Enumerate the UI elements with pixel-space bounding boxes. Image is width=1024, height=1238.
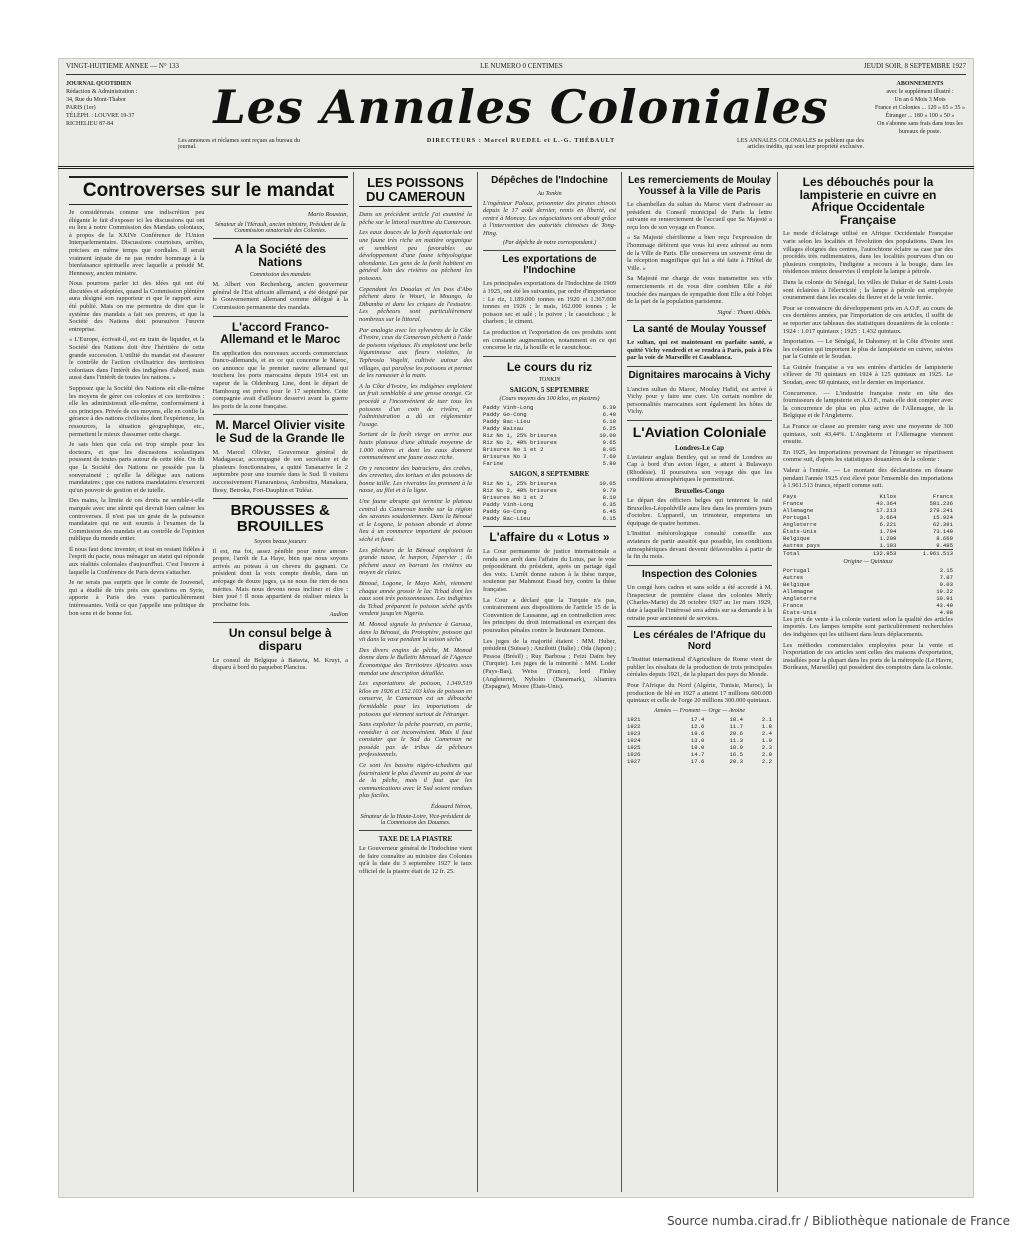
divider [483, 250, 616, 251]
column-indochine [478, 172, 622, 1192]
article-paragraph: Les prix de vente à la colonie varient selon la qualité des articles importés. Les lampes tempête sont particulièrement recherchées des indigènes qui les utilisent dans leurs déplacements. [783, 615, 953, 638]
divider [213, 316, 349, 317]
divider [213, 238, 349, 239]
article-paragraph: Le départ des officiers belges qui tenteront le raid Bruxelles-Léopoldville aura lieu dans les premiers jours d'octobre. L'appareil, un trimoteur, emportera un équipage de quatre hommes. [627, 496, 772, 527]
table-cell: 1927 [627, 757, 641, 765]
address-line: Rédaction & Administration : [66, 89, 138, 95]
table-cell: 9.70 [602, 487, 616, 495]
divider [627, 626, 772, 627]
table-cell: 8.669 [936, 534, 953, 542]
top-info-line [66, 62, 966, 75]
table-cell: 1922 [627, 722, 641, 730]
box-title-piastre: TAXE DE LA PIASTRE [378, 835, 453, 844]
article-paragraph: En application des nouveaux accords commerciaux franco-allemands, et en ce qui concerne le Maroc, on annonce que le premier navire allemand qui touchera les ports marocains depuis 1914 est un vapeur de la Oldenburg Line, dont le départ de Hambourg est prévu pour le 17 septembre. Cette compagnie avait d'ailleurs desservi avant la guerre les ports de la zone française. [212, 349, 348, 410]
table-cell: 279.241 [929, 506, 953, 514]
article-paragraph: Un congé hors cadres et sans solde a été accordé à M. l'inspecteur de première classe des colonies Merly (Charles-Marie) du 28 octobre 1927 au 1er mars 1929, date à laquelle l'intéressé sera admis sur sa demande à la retraite pour ancienneté de services. [627, 584, 772, 622]
table-cell: 15.924 [932, 513, 953, 521]
divider [627, 420, 772, 421]
table-cell: Paddy Bac-Lieu [483, 515, 530, 523]
article-paragraph: Nous pourrons parler ici des idées qui ont été discutées et adoptées, quand la Commission plénière aura désigné son rapporteur et que le rapport aura été publié. Mais on me permettra de dire que le système des mandats a fait ses preuves, et que la Société des Nations doit poursuivre l'œuvre entreprise. [69, 280, 205, 333]
table-cell: 17.6 [690, 757, 705, 765]
article-paragraph: L'Institut météorologique consulté conseille aux aviateurs de partir aussitôt que possible, les conditions atmosphériques devant devenir défavorables à partir de la fin du mois. [627, 530, 772, 561]
table-cell: 8.05 [602, 446, 616, 454]
table-cell: 10.05 [599, 480, 616, 488]
article-title-aviation: L'Aviation Coloniale [632, 423, 767, 440]
article-paragraph: En 1925, les importations provenant de l'étranger se répartissent comme suit, d'après les statistiques douanières de la colonie : [783, 448, 953, 464]
table-cell: 11.7 [729, 722, 743, 730]
table-cell: 1925 [627, 743, 641, 751]
riz-date: SAIGON, 8 SEPTEMBRE [509, 470, 590, 479]
table-row [627, 758, 772, 765]
address-line: 34, Rue du Mont-Thabor [66, 97, 126, 103]
article-subtitle: Commission des mandats [249, 272, 311, 279]
mandat-subcolumns [69, 209, 348, 675]
article-paragraph: Dans la colonie du Sénégal, les villes de Dakar et de Saint-Louis sont éclairées à l'électricité ; la lampe à pétrole est employée couramment dans les escales du fleuve et de la voie ferrée. [783, 278, 953, 302]
origin-table-head: Origine — Quintaux [843, 558, 893, 565]
article-paragraph: Sans exploiter la pêche pourrait, en partie, remédier à cet inconvénient. Mais il faut constater que le Sud du Cameroun ne possède pas de tribus de pêcheurs professionnels. [359, 721, 472, 759]
subscription-line: ABONNEMENTS [896, 81, 944, 87]
directors-line: DIRECTEURS : Marcel RUEDEL et L.-G. THÉBAULT [426, 138, 616, 144]
article-subheading: Bruxelles-Congo [674, 486, 725, 495]
table-cell: 18.9 [729, 743, 743, 751]
mandat-subcolumn-right [213, 209, 349, 675]
table-cell: France [783, 601, 804, 609]
article-title-youssef: Les remerciements de Moulay Youssef à la Ville de Paris [628, 175, 771, 197]
article-paragraph: A la Côte d'Ivoire, les indigènes emploient un fruit semblable à une grosse orange. Ce procédé a l'inconvénient de tuer tous les poissons d'un coin de rivière, et l'administration a dû en réglementer l'usage. [359, 382, 472, 428]
divider [483, 356, 616, 357]
article-signature: Audion [329, 611, 348, 619]
table-cell: Angleterre [783, 594, 817, 602]
divider [627, 366, 772, 367]
riz-place: TONKIN [538, 377, 561, 384]
article-title-brousses: BROUSSES & BROUILLES [230, 502, 330, 535]
table-cell: 2.2 [761, 757, 772, 765]
table-row [783, 542, 953, 550]
article-signature: Signé : Thami Abbès. [717, 308, 772, 316]
article-paragraph: Ce sont les bassins nigéro-tchadiens qui fourniraient le plus d'avenir au point de vue de la pêche, mais il faut que les communications avec le Sud soient rendues plus faciles. [359, 762, 472, 800]
article-paragraph: La Cour a déclaré que la Turquie n'a pas, contrairement aux dispositions de l'article 15 de la Convention de Lausanne, agi en contradiction avec les principes du droit international en exerçant des poursuites pénales contre le lieutenant Demons. [483, 596, 616, 634]
article-paragraph: Une faune abrupte qui termine le plateau central du Cameroun tombe sur la région des savanes soudaniennes. Dans la Bénoué et le Logone, le poisson abonde et donne lieu à un commerce important de poisson séché et fumé. [359, 498, 472, 544]
signature-note: Sénateur de la Haute-Loire, Vice-président de la Commission des Douanes. [360, 814, 471, 827]
article-title-olivier: M. Marcel Olivier visite le Sud de la Grande Ile [215, 418, 345, 446]
table-row [483, 425, 616, 432]
article-paragraph: « L'Europe, écrivait-il, est en train de liquider, et la Société des Nations doit être l'héritière de cette grande succession. L'utilité du mandat est d'assurer le contrôle de l'action civilisatrice des territoires coloniaux dans l'intérêt des indigènes d'abord, mais aussi dans l'intérêt de toutes les nations. » [69, 336, 205, 382]
divider [213, 414, 349, 415]
subscription-line: Étranger ... 180 » 100 » 50 » [885, 113, 955, 119]
table-cell: 2.1 [761, 715, 772, 723]
table-cell: 6.25 [602, 425, 616, 433]
table-row [483, 494, 616, 501]
table-cell: 7.87 [939, 573, 953, 581]
table-row [483, 501, 616, 508]
table-row [483, 411, 616, 418]
article-paragraph: Pour se convaincre du développement pris en A.O.F. au cours de ces dernières années, par l'importation de ces articles, il suffit de se reporter aux tableaux des statistiques douanières de la colonie : 1924 : 1.017 quintaux ; 1925 : 1.432 quintaux. [783, 304, 953, 335]
article-paragraph: Les méthodes commerciales employées pour la vente et l'exportation de ces articles sont celles des maisons d'exportation, installées pour la plupart dans les ports de la métropole (Le Havre, Bordeaux, Marseille) qui possèdent des comptoirs dans la colonie. [783, 641, 954, 672]
table-cell: 1.961.513 [922, 549, 953, 557]
article-paragraph: La France se classe au premier rang avec une moyenne de 300 quintaux, soit 43,44%. L'Angleterre et l'Allemagne viennent ensuite. [783, 423, 953, 446]
article-paragraph: Le sultan, qui est maintenant en parfaite santé, a quitté Vichy vendredi et se rendra à Paris, puis à Fès par la voie de Marseille et Casablanca. [627, 339, 772, 362]
riz-table-2 [483, 480, 616, 522]
table-cell: 19.0 [690, 743, 705, 751]
table-cell: 1.209 [879, 534, 897, 542]
article-paragraph: Les principales exportations de l'Indochine de 1909 à 1925, ont été les suivantes, par ordre d'importance : Le riz, 1.189.000 tonnes en 1920 et 1.367.000 tonnes en 1926 ; le maïs, 162.000 tonnes ; le poisson sec et salé ; le poivre ; le caoutchouc ; le charbon ; le ciment. [483, 280, 616, 326]
address-line: TÉLÉPH. : LOUVRE 19-37 [66, 113, 135, 119]
table-cell: 1.8 [761, 722, 772, 730]
article-title-poissons: LES POISSONS DU CAMEROUN [359, 176, 472, 207]
table-cell: 8.10 [602, 494, 616, 502]
article-paragraph: Cependant les Doualas et les Isos d'Abo pêchent dans le Wouri, le Moungo, la Dibamba et dans les criques de l'estuaire. Les pêcheurs sont particulièrement nombreux sur le littoral. [359, 285, 472, 323]
article-paragraph: Sortant de la forêt vierge on arrive aux hauts plateaux d'une altitude moyenne de 1.000 mètres et dont les eaux donnent communément une faune assez riche. [359, 431, 472, 462]
article-title-vichy: Dignitaires marocains à Vichy [628, 370, 771, 381]
table-cell: Paddy Go-Cong [483, 411, 527, 419]
table-row [627, 730, 772, 737]
table-header-row [783, 493, 953, 500]
article-paragraph: « Sa Majesté chérifienne a bien reçu l'expression de l'hommage déférent que vous lui avez adressé au nom de la Ville de Paris. Elle conservera un souvenir ému de la réception magnifique qui lui a été faite à l'Hôtel de Ville. » [627, 234, 772, 272]
divider [627, 320, 772, 321]
table-row [783, 574, 953, 581]
table-row [483, 446, 616, 453]
table-cell: 6.221 [879, 520, 897, 528]
article-paragraph: Il est, ma foi, assez pénible pour notre amour-propre, l'arrêt de La Haye, bien que nous soyons arrivés au poteau à un cheveu du gagnant. Ce président dont la voix compte double, dans un aréopage de douze juges, ça ne nous ôte rien de nos mérites. Mais nous devons nous incliner et dire : bien joué ! Il nous appartient de réaliser mieux la prochaine fois. [212, 547, 348, 608]
subscription-line: Un an 6 Mois 3 Mois [894, 97, 946, 103]
riz-table [483, 404, 616, 467]
table-cell: 3.15 [939, 566, 953, 574]
article-paragraph: Sa Majesté me charge de vous transmettre ses vifs remerciements et de vous dire combien Elle a été touchée des marques de sympathie dont Elle a été l'objet de la part de la population parisienne. [627, 275, 772, 306]
table-cell: Paddy Bac-Lieu [483, 418, 530, 426]
table-cell: 1923 [627, 729, 641, 737]
table-header: Francs [932, 492, 953, 500]
table-cell: 11.3 [729, 736, 743, 744]
article-paragraph: La production et l'exportation de ces produits sont en constante augmentation, notamment en ce qui concerne le riz, la houille et le caoutchouc. [483, 329, 616, 352]
table-cell: 132.853 [872, 549, 897, 557]
divider [627, 565, 772, 566]
table-row [783, 588, 953, 595]
newspaper-page [58, 58, 974, 1198]
table-row [627, 723, 772, 730]
table-cell: 6.40 [602, 411, 616, 419]
table-row [627, 716, 772, 723]
table-row [783, 500, 953, 507]
article-subtitle: Soyons beaux joueurs [254, 538, 307, 545]
table-row [627, 737, 772, 744]
table-row [783, 602, 953, 609]
table-cell: 4.98 [939, 608, 953, 616]
table-row [483, 439, 616, 446]
mandat-subcolumn-left [69, 209, 205, 675]
article-paragraph: L'ingénieur Paloux, prisonnier des pirates chinois depuis le 17 août dernier, remis en liberté, est rentré à Moncay. Les négociations ont abouti grâce à l'intervention des autorités chinoises de Tong-Hing. [483, 199, 616, 237]
masthead-subline [178, 138, 864, 150]
article-paragraph: Le Gouverneur général de l'Indochine vient de faire connaître au ministre des Colonies qu'à la date du 3 septembre 1927 le taux officiel de la piastre était de 12 fr. 25. [359, 845, 472, 875]
article-paragraph: Concurrence. — L'industrie française reste en tête des fournisseurs de lampisterie en A.O.F., mais elle doit compter avec la concurrence de plus en plus active de l'Allemagne, de la Belgique et de l'Angleterre. [783, 389, 953, 420]
table-cell: Angleterre [783, 520, 817, 528]
article-paragraph: Des divers engins de pêche, M. Monod donne dans le Bulletin Mensuel de l'Agence Économique des Territoires Africains sous mandat une description détaillée. [359, 646, 472, 677]
table-row [483, 404, 616, 411]
riz-head: (Cours moyens des 100 kilos, en piastres) [499, 396, 600, 403]
table-cell: 19.22 [936, 587, 953, 595]
masthead-address-box [66, 80, 170, 128]
table-cell: 1.794 [879, 527, 897, 535]
article-paragraph: Binoué, Logone, le Mayo Kebi, viennent chaque année grossir le lac Tchad dont les eaux sont très poissonneuses. Les indigènes du Tchad préparent le poisson séché qu'ils vendent jusqu'en Nigeria. [359, 580, 472, 618]
origin-table [783, 567, 953, 616]
table-cell: 13.0 [690, 736, 705, 744]
address-line: PARIS (1er) [66, 105, 96, 111]
table-cell: 12.6 [690, 722, 705, 730]
article-title-consul: Un consul belge à disparu [228, 626, 332, 654]
import-table [783, 493, 953, 557]
table-row [783, 521, 953, 528]
issue-line: VINGT-HUITIEME ANNEE — N° 133 [66, 62, 179, 70]
cereales-table-head: Années — Froment — Orge — Avoine [653, 707, 746, 714]
table-cell: Brisures No 3 [483, 453, 527, 461]
table-row [783, 609, 953, 616]
table-row [783, 567, 953, 574]
table-cell: Brisures No 1 et 2 [483, 446, 544, 454]
address-line: JOURNAL QUOTIDIEN [66, 81, 132, 87]
table-cell: 6.35 [602, 501, 616, 509]
article-paragraph: Les pêcheurs de la Bénoué emploient la grande nasse, le harpon, l'épervier ; ils pêchent aussi en barrant les rivières au moyen de claies. [359, 546, 472, 577]
signature-note: Sénateur de l'Hérault, ancien ministre, Président de la Commission sénatoriale des Colonies. [214, 221, 346, 234]
article-note: (Par dépêche de notre correspondant.) [502, 240, 597, 247]
table-cell: 43.364 [876, 499, 897, 507]
article-paragraph: L'ancien sultan du Maroc, Moulay Hafid, est arrivé à Vichy pour y faire une cure. Un certain nombre de personnalités marocaines sont également les hôtes de Vichy. [627, 385, 772, 416]
table-cell: Farine [483, 460, 504, 468]
table-cell: 17.4 [690, 715, 705, 723]
table-cell: 10.91 [936, 594, 953, 602]
article-signature: Mario Roustan, [307, 210, 348, 218]
article-paragraph: Les exportations de poisson, 1.349.519 kilos en 1926 et 152.103 kilos de poisson en conserve, le Cameroun est un débouché formidable pour les importations de poissons qui viennent surtout de l'étranger. [359, 680, 472, 718]
source-credit: Source numba.cirad.fr / Bibliothèque nationale de France [666, 1214, 1010, 1228]
article-paragraph: L'aviateur anglais Bentley, qui se rend de Londres au Cap à bord d'un avion léger, a atterri à Bulawayo (Rhodésie). Il poursuivra son voyage dès que les conditions atmosphériques le permettront. [627, 453, 772, 484]
divider [483, 526, 616, 527]
riz-date: SAIGON, 5 SEPTEMBRE [509, 386, 590, 395]
table-cell: 9.485 [936, 541, 953, 549]
column-poissons [354, 172, 478, 1192]
table-cell: Belgique [783, 580, 810, 588]
article-title-indochine: Dépêches de l'Indochine [491, 175, 608, 186]
article-paragraph: L'Institut international d'Agriculture de Rome vient de publier les résultats de la production de trois principales céréales depuis 1921, de la plupart des pays du Monde. [627, 656, 772, 679]
table-cell: 73.149 [932, 527, 953, 535]
divider [213, 498, 349, 499]
table-cell: Riz No 1, 25% brisures [483, 432, 557, 440]
article-paragraph: Le chambellan du sultan du Maroc vient d'adresser au président du Conseil municipal de Paris la lettre suivante en remerciement de l'accueil que Sa Majesté a reçu lors de son voyage en France. [627, 201, 772, 231]
article-title-lotus: L'affaire du « Lotus » [489, 530, 610, 545]
article-paragraph: M. Marcel Olivier, Gouverneur général de Madagascar, accompagné de son secrétaire et de plusieurs fonctionnaires, a quitté Tananarive le 2 septembre pour une tournée dans le Sud. Il visitera successivement Fianarantsoa, Ambositra, Manakara, Ihosy, Betroka, Fort-Dauphin et Tuléar. [212, 448, 348, 494]
table-cell: 7.60 [602, 453, 616, 461]
table-cell: 43.49 [936, 601, 953, 609]
article-paragraph: M. Albert von Rechenberg, ancien gouverneur général de l'Est africain allemand, a été désigné par le Gouvernement allemand comme délégué à la Commission permanente des mandats. [212, 281, 348, 311]
table-row [627, 751, 772, 758]
article-paragraph: M. Monod signale la présence à Garoua, dans la Bénoué, du Protoptère, poisson qui vit dans la vase pendant la saison sèche. [359, 620, 472, 644]
table-cell: Riz No 1, 25% brisures [483, 480, 557, 488]
table-row [783, 535, 953, 542]
article-paragraph: Je sais bien que cela est trop simple pour les docteurs, et que les discussions scolastiques poussent de toutes parts autour de cette idée. On dit que la Société des Nations ne possède pas la souveraineté ; qu'elle la délègue aux nations mandataires ; que ces nations mandataires n'exercent qu'un pouvoir de gestion et de tutelle. [69, 441, 205, 494]
table-cell: Autres pays [783, 541, 820, 549]
article-paragraph: On y rencontre des batraciens, des crabes, des crevettes, des tortues et des poissons de bonne taille. Les riverains les prennent à la nasse, au filet et à la ligne. [359, 464, 472, 495]
table-cell: France [783, 499, 804, 507]
table-cell: 2.4 [761, 729, 772, 737]
article-place: Au Tonkin [537, 190, 562, 197]
table-cell: 62.381 [932, 520, 953, 528]
table-row [783, 528, 953, 535]
table-row [627, 744, 772, 751]
table-header: Pays [783, 492, 797, 500]
article-paragraph: Le mode d'éclairage utilisé en Afrique Occidentale Française varie selon les localités et l'évolution des populations. Dans les villages éloignés des centres, l'autochtone éclaire sa case par des procédés très rudimentaires, dans les localités pourvues d'un ou plusieurs comptoirs, l'indigène a recours à la bougie, dans les résidences mieux desservies il emploie la lampe à pétrole. [783, 230, 953, 276]
table-cell: 20.6 [729, 729, 743, 737]
subscription-box [872, 80, 968, 136]
article-paragraph: Les juges de la majorité étaient : MM. Huber, président (Suisse) ; Anzilotti (Italie) ; Oda (Japon) ; Pessoa (Brésil) ; Ruy Barbosa ; Feizi Daïm bey (Turquie). Les juges de la minorité : MM. Loder (Pays-Bas), Weiss (France), lord Finlay (Angleterre), Nyholm (Danemark), Altamira (Espagne), Moore (États-Unis). [483, 637, 616, 691]
table-cell: 1924 [627, 736, 641, 744]
article-signature: Édouard Néron, [430, 803, 472, 811]
article-title-mandat: Controverses sur le mandat [69, 176, 348, 205]
table-cell: Brisures No 1 et 2 [483, 494, 544, 502]
table-cell: Paddy Vinh-Long [483, 404, 534, 412]
table-row [483, 487, 616, 494]
article-paragraph: Je considérerais comme une indiscrétion peu élégante le fait d'exposer ici les discussions qui ont eu lieu à notre Commission des Mandats coloniaux, à propos de la XXIVe Conférence de l'Union Interparlementaire. Discussions courtoises, arrêtes, précises en même temps que cordiales. Il serait vraiment injuste de ne pas rendre hommage à la bienfaisance spirituelle avec laquelle a présidé M. Hennessy, ancien ministre. [69, 208, 205, 277]
table-cell: 1921 [627, 715, 641, 723]
article-paragraph: Il nous faut donc inventer, et tout en restant fidèles à l'esprit du pacte, nous ménager un statut qui réponde aux réalités coloniales d'aujourd'hui. C'est l'œuvre à laquelle la Conférence de Paris devra s'attacher. [69, 545, 205, 576]
table-cell: Riz No 2, 40% brisures [483, 439, 557, 447]
column-lampisterie [778, 172, 958, 1192]
divider [359, 830, 472, 831]
article-paragraph: La Cour permanente de justice internationale a rendu son arrêt dans l'affaire du Lotus, par le vote prépondérant du président, après un partage égal des voix. L'arrêt donne raison à la thèse turque, soutenue par Mahmout Essad bey, contre la thèse française. [483, 548, 616, 593]
article-paragraph: Je ne serais pas surpris que le comte de Jouvenel, qui a étudié de très près ces questions en Syrie, apporte à Paris des vues particulièrement intéressantes. Voilà ce que j'appelle une politique de bon sens et de bonne foi. [69, 579, 205, 617]
table-row [783, 595, 953, 602]
price-line: LE NUMERO 0 CENTIMES [480, 62, 563, 70]
table-cell: Belgique [783, 534, 810, 542]
table-cell: Autres [783, 573, 804, 581]
address-line: RICHELIEU 87-84 [66, 121, 114, 127]
article-title-sdn: A la Société des Nations [234, 241, 327, 269]
table-row [483, 480, 616, 487]
subscription-line: avec le supplément illustré : [886, 89, 954, 95]
masthead [58, 76, 974, 169]
table-header: Kilos [879, 492, 897, 500]
table-cell: Allemagne [783, 587, 814, 595]
table-row [483, 418, 616, 425]
article-paragraph: Supposez que la Société des Nations eût elle-même les moyens de gérer ces colonies et ces territoires : elle les administrerait elle-même, conformément à ces principes. Privée de ces moyens, elle en confie la gérance à des nations civilisées dont l'expérience, les ressources, la situation géographique, etc., permettent le mieux d'assumer cette charge. [69, 385, 205, 438]
article-lead: Dans un précédent article j'ai examiné la pêche sur le littoral maritime du Cameroun. [359, 211, 472, 226]
article-paragraph: Des mains, la limite de ces droits ne semble-t-elle marquée avec une sûreté qui devrait bien calmer les controverses. Il n'est pas un geste de la puissance mandataire qui ne soit soumis à l'examen de la Commission des mandats et au contrôle de l'opinion publique du monde entier. [69, 497, 205, 543]
article-title-sante: La santé de Moulay Youssef [632, 323, 766, 335]
table-cell: Portugal [783, 566, 810, 574]
table-cell: 6.45 [602, 508, 616, 516]
table-cell: 18.4 [729, 715, 743, 723]
table-cell: 16.5 [729, 750, 743, 758]
table-row [483, 453, 616, 460]
table-cell: États-Unis [783, 608, 817, 616]
table-cell: Allemagne [783, 506, 814, 514]
article-title-exportations: Les exportations de l'Indochine [502, 254, 597, 276]
article-title-lampisterie: Les débouchés pour la lampisterie en cuivre en Afrique Occidentale Française [799, 175, 937, 227]
article-columns [64, 172, 968, 1192]
table-cell: 5.80 [602, 460, 616, 468]
table-row [783, 514, 953, 521]
table-cell: 10.00 [599, 432, 616, 440]
table-cell: 1.193 [879, 541, 897, 549]
divider [213, 622, 349, 623]
table-cell: Riz No 2, 40% brisures [483, 487, 557, 495]
table-row [483, 508, 616, 515]
table-row [483, 432, 616, 439]
article-title-riz: Le cours du riz [506, 359, 593, 374]
date-line: JEUDI SOIR, 8 SEPTEMBRE 1927 [863, 62, 966, 70]
table-cell: Portugal [783, 513, 810, 521]
table-cell: 6.15 [602, 515, 616, 523]
article-paragraph: La Guinée française a vu ses entrées d'articles de lampisterie s'élever de 70 quintaux en 1924 à 125 quintaux en 1925. Le Soudan, avec 60 quintaux, est le dernier en importance. [783, 363, 953, 387]
table-cell: 3.664 [879, 513, 897, 521]
table-row [783, 507, 953, 514]
article-paragraph: Le consul de Belgique à Batavia, M. Kruyt, a disparu à bord du paquebot Plancius. [212, 656, 348, 672]
table-cell: 581.236 [929, 499, 953, 507]
table-cell: États-Unis [783, 527, 817, 535]
article-title-accord: L'accord Franco-Allemand et le Maroc [220, 319, 341, 347]
table-cell: 2.0 [761, 750, 772, 758]
tagline-right: LES ANNALES COLONIALES ne publient que des articles inédits, qui sont leur propriété exclusive. [737, 138, 864, 150]
table-row [483, 460, 616, 467]
cereales-table [627, 716, 772, 765]
table-row [483, 515, 616, 522]
article-title-inspection: Inspection des Colonies [641, 568, 758, 580]
article-title-cereales: Les céréales de l'Afrique du Nord [633, 630, 766, 652]
table-cell: 9.65 [602, 439, 616, 447]
table-cell: Total [783, 549, 800, 557]
table-cell: 2.3 [761, 743, 772, 751]
newspaper-title: Les Annales Coloniales [213, 80, 829, 134]
table-cell: 6.10 [602, 418, 616, 426]
column-mandat [64, 172, 354, 1192]
table-cell: 20.3 [729, 757, 743, 765]
table-cell: Paddy Vinh-Long [483, 501, 534, 509]
subscription-line: On s'abonne sans frais dans tous les bureaux de poste. [877, 121, 963, 135]
article-subheading: Londres-Le Cap [674, 443, 725, 452]
table-cell: 1926 [627, 750, 641, 758]
article-paragraph: Par analogie avec les sylvestres de la Côte d'Ivoire, ceux du Cameroun pêchent à l'aide de poisons végétaux. Ils emploient une belle légumineuse aux fleurs violettes, la Tephrosia Vogelii, cultivée autour des villages, qui paralyse les poissons et permet de les ramasser à la main. [359, 326, 472, 380]
article-paragraph: Valeur à l'entrée. — Le montant des déclarations en douane pendant l'année 1925 s'est élevé pour l'ensemble des importations à 1.961.513 francs, réparti comme suit. [783, 467, 953, 490]
subscription-line: France et Colonies ... 120 » 65 » 35 » [875, 105, 965, 111]
table-row [783, 581, 953, 588]
table-cell: 1.9 [761, 736, 772, 744]
table-total-row [783, 549, 953, 557]
table-cell: 17.213 [876, 506, 897, 514]
table-cell: Paddy Baixau [483, 425, 524, 433]
article-paragraph: Importation. — Le Sénégal, le Dahomey et la Côte d'Ivoire sont les colonies qui importent le plus de lampisterie en cuivre, suivies par la Guinée et le Soudan. [783, 338, 953, 361]
table-cell: 14.7 [690, 750, 705, 758]
article-paragraph: Les eaux douces de la forêt équatoriale ont une faune très riche en matière organique et semblent peu favorables au développement d'une faune ichtyologique abondante. Les gens de la forêt habitent en général loin des rivières ou pêchent les poissons. [359, 229, 472, 283]
table-cell: Paddy Go-Cong [483, 508, 527, 516]
column-maroc [622, 172, 778, 1192]
tagline-left: Les annonces et réclames sont reçues au bureau du journal. [178, 138, 300, 150]
article-paragraph: Pour l'Afrique du Nord (Algérie, Tunisie, Maroc), la production de blé en 1927 a atteint 17 millions 600.000 quintaux et celle de l'orge 20 millions 300.000 quintaux. [627, 681, 772, 705]
table-cell: 19.6 [690, 729, 705, 737]
table-cell: 6.30 [602, 404, 616, 412]
table-cell: 9.03 [939, 580, 953, 588]
